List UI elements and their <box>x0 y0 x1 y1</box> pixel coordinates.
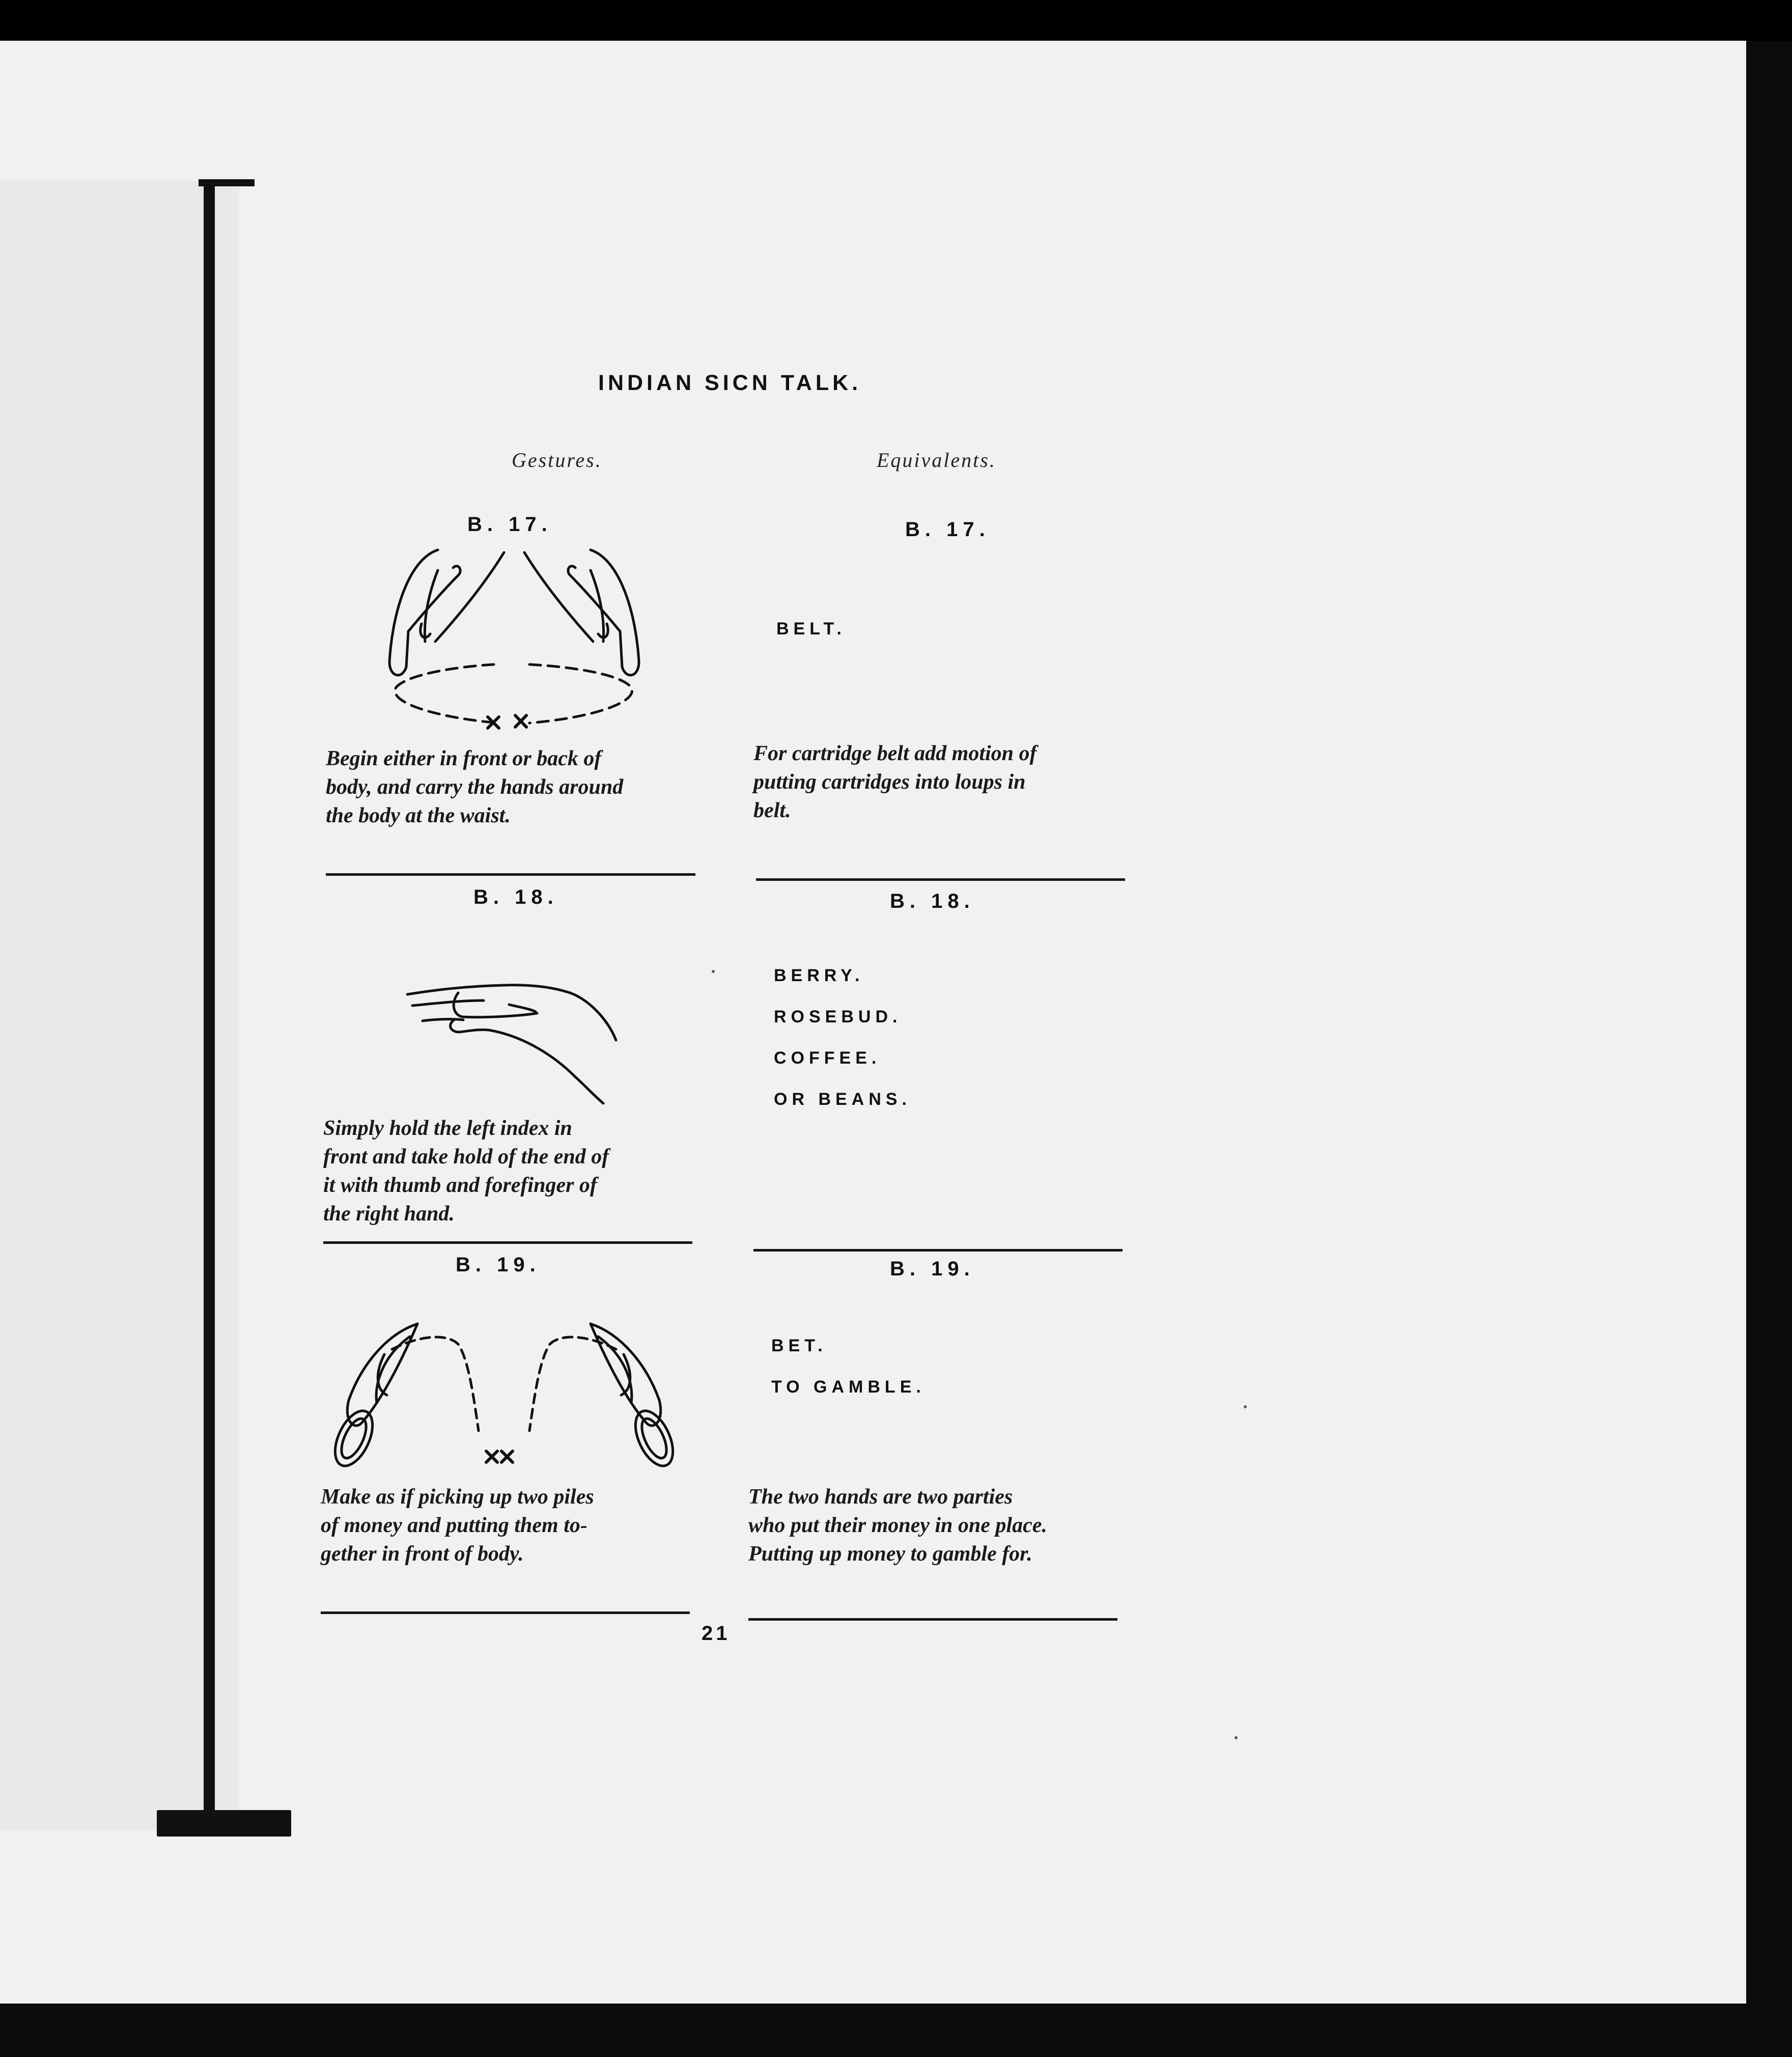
scan-border-right <box>1746 41 1792 2006</box>
section-divider-left <box>321 1611 690 1614</box>
equivalents-column-heading: Equivalents. <box>877 449 996 471</box>
description-line: gether in front of body. <box>321 1542 524 1566</box>
equivalent-word: ROSEBUD. <box>774 1007 902 1026</box>
section-divider-left <box>326 873 695 876</box>
section-divider-right <box>748 1618 1117 1621</box>
gesture-description <box>326 744 703 830</box>
description-line: Make as if picking up two piles <box>321 1485 594 1509</box>
hands-picking-up-money-icon <box>326 1314 682 1477</box>
hand-holding-index-finger-icon <box>402 965 621 1113</box>
equivalent-word: COFFEE. <box>774 1048 881 1068</box>
scan-border-bottom <box>0 2004 1792 2057</box>
gesture-description <box>323 1114 700 1228</box>
hands-around-waist-icon <box>377 540 652 743</box>
description-line: the body at the waist. <box>326 804 511 827</box>
section-divider-left <box>323 1241 692 1244</box>
page-number: 21 <box>702 1622 731 1645</box>
section-divider-right <box>753 1249 1123 1252</box>
book-binding <box>204 181 215 1830</box>
equivalent-word: BELT. <box>776 619 846 638</box>
entry-number-right: B. 18. <box>890 890 975 912</box>
description-line: of money and putting them to- <box>321 1514 587 1537</box>
description-line: body, and carry the hands around <box>326 775 624 799</box>
description-line: it with thumb and forefinger of <box>323 1174 597 1197</box>
note-line: Putting up money to gamble for. <box>748 1542 1032 1566</box>
equivalents-list <box>774 966 911 1131</box>
equivalent-word: OR BEANS. <box>774 1090 911 1109</box>
scan-speck <box>1244 1405 1247 1408</box>
note-line: For cartridge belt add motion of <box>753 742 1037 765</box>
equivalent-word: TO GAMBLE. <box>771 1377 926 1397</box>
equivalent-word: BERRY. <box>774 966 864 985</box>
entry-number-right: B. 17. <box>905 518 990 541</box>
entry-number-left: B. 18. <box>473 886 558 908</box>
equivalent-note <box>753 739 1128 825</box>
note-line: putting cartridges into loups in <box>753 770 1026 794</box>
entry-number-right: B. 19. <box>890 1258 975 1280</box>
equivalents-list <box>771 1336 926 1419</box>
scan-speck <box>712 970 715 973</box>
entry-number-left: B. 17. <box>467 513 552 536</box>
gesture-description <box>321 1483 695 1568</box>
description-line: front and take hold of the end of <box>323 1145 609 1169</box>
equivalent-word: BET. <box>771 1336 827 1355</box>
page-title: INDIAN SICN TALK. <box>598 371 862 395</box>
section-divider-right <box>756 878 1125 881</box>
equivalents-list <box>776 619 846 660</box>
gestures-column-heading: Gestures. <box>512 449 602 471</box>
description-line: the right hand. <box>323 1202 455 1226</box>
entry-number-left: B. 19. <box>456 1254 541 1276</box>
description-line: Begin either in front or back of <box>326 747 602 770</box>
description-line: Simply hold the left index in <box>323 1117 572 1140</box>
binding-foot <box>157 1810 291 1837</box>
note-line: belt. <box>753 799 791 822</box>
note-line: The two hands are two parties <box>748 1485 1013 1509</box>
note-line: who put their money in one place. <box>748 1514 1047 1537</box>
equivalent-note <box>748 1483 1123 1568</box>
scan-speck <box>1235 1736 1238 1739</box>
